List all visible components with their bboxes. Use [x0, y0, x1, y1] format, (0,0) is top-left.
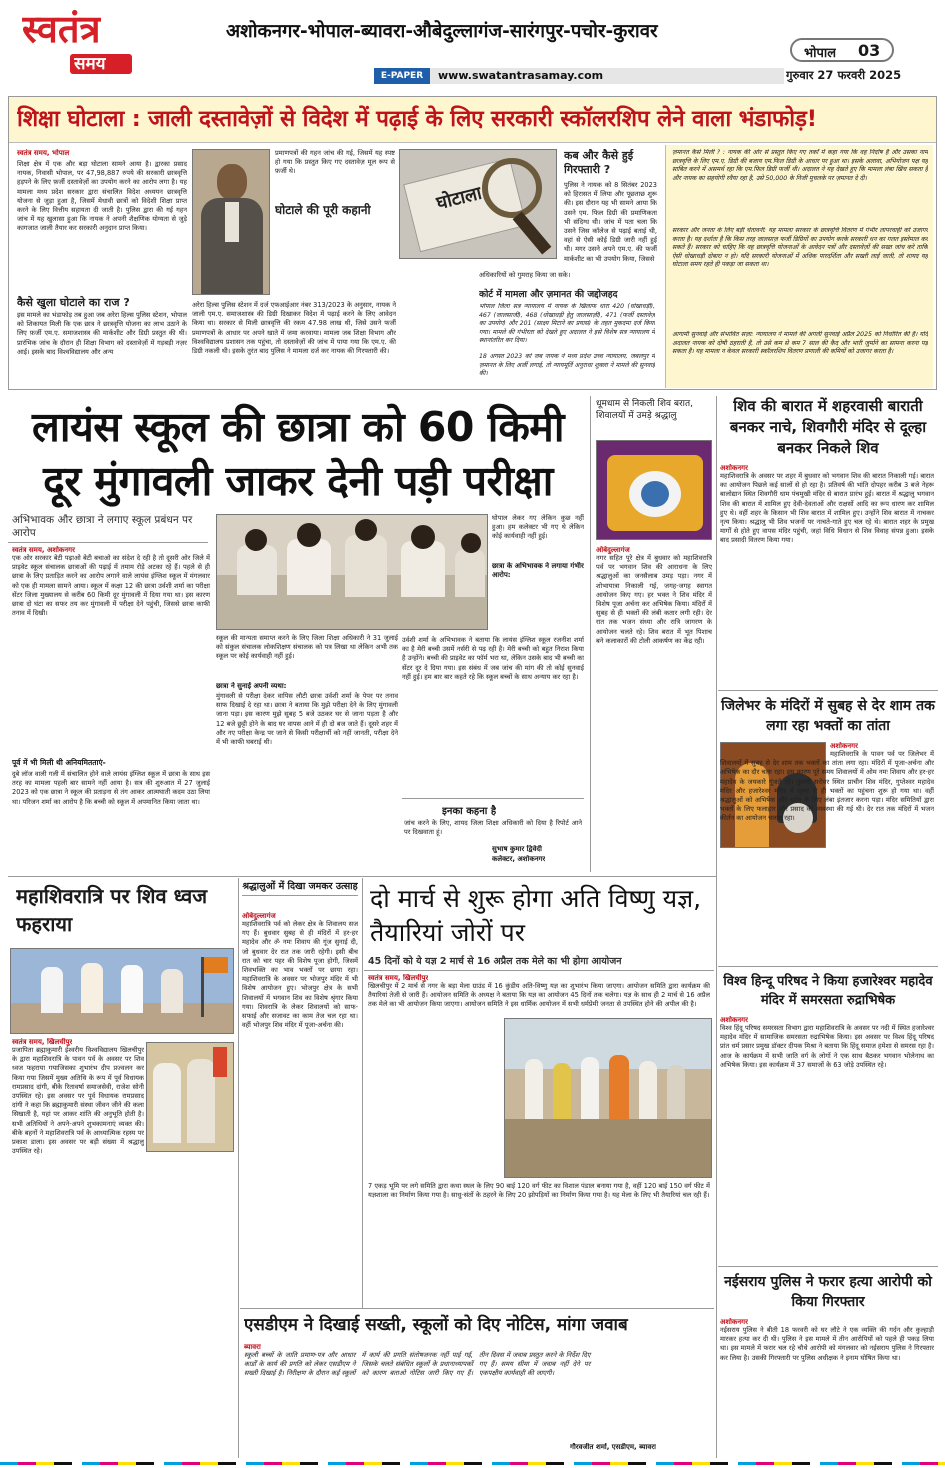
- shiv-barat-story: [594, 396, 714, 874]
- lions-story: [8, 396, 586, 874]
- lead-col4: ज़मानत कैसे मिली ? : नायक की ओर से प्रस्तुत किए गए तर्कों में कहा गया कि वह निर्दोष है और उसका नाम छात्रवृत्ति के लिए एम.ए. डिग्री की बजाय एम.फिल डिग्री के आधार पर हुआ था। इसके अलावा, अभियोजन पक्ष यह साबित करने में असमर्थ रहा कि एम.फिल डिग्री फर्जी थी। अदालत ने यह देखते हुए कि मामला लंबा खिंच सकता है और नायक का सहयोगी रवैया रहा है, उसे 50,000 के निजी मुचलके पर ज़मानत दे दी।: [672, 149, 928, 182]
- yagya-site-photo: [504, 1018, 712, 1178]
- lead-col1: शिक्षा क्षेत्र में एक और बड़ा घोटाला सामने आया है। द्वारका प्रसाद नायक, निवासी भोपाल, पर 47,98,887 रुपये की सरकारी छात्रवृत्ति हड़पने के लिए फ़र्जी दस्तावेज़ों का उपयोग करने का आरोप लगा है। यह मामला मध्य प्रदेश सरकार द्वारा संचालित विदेश अध्ययन छात्रवृत्ति योजना से जुड़ा हुआ है, जिसमें मेधावी छात्रों को विदेशी शिक्षा प्राप्त करने के लिए वित्तीय सहायता दी जाती है। पुलिस द्वारा की गई गहन जांच में यह खुलासा हुआ कि नायक ने अपनी शैक्षणिक योग्यता से जुड़े कागजात जाली तैयार कर सरकारी अनुदान प्राप्त किया।: [17, 160, 187, 233]
- statement-text: जांच करने के लिए, शायद जिला शिक्षा अधिकारी को दिया है रिपोर्ट आने पर दिखवाता हूं।: [404, 819, 582, 837]
- lead-col3: पुलिस ने नायक को 8 सितंबर 2023 को हिरासत में लिया और पूछताछ शुरू की। इस दौरान यह भी सामने आया कि उसने एम. फिल डिग्री की प्रमाणिकता भी संदिग्ध थी। जांच में पता चला कि उसने जिस कॉलेज से पढ़ाई बताई थी, वहां से ऐसी कोई डिग्री जारी नहीं हुई थी। मगर उसने अपने एम.ए. की फर्जी मार्कशीट का भी उपयोग किया, जिससे: [564, 181, 657, 263]
- lead-sub3: कब और कैसे हुई गिरफ्तारी ?: [564, 149, 634, 176]
- vishnu-headline: दो मार्च से शुरू होगा अति विष्णु यज्ञ, तैयारियां जोरों पर: [370, 884, 702, 947]
- page-number: 03: [858, 41, 881, 60]
- lead-sub2: घोटाले की पूरी कहानी: [275, 203, 371, 217]
- epaper-bar: [374, 68, 784, 84]
- temples-dateline: अशोकनगर: [830, 742, 858, 750]
- lead-story: [8, 96, 937, 390]
- sdm-signature: गौरवजीत शर्मा, एसडीएम, ब्यावरा: [570, 1443, 656, 1451]
- masthead-regions: अशोकनगर-भोपाल-ब्यावरा-औबेदुल्लागंज-सारंगपुर-पचोर-कुरावर: [226, 21, 658, 42]
- lead-col3b: अधिकारियों को गुमराह किया जा सके।: [479, 271, 571, 279]
- issue-date: गुरुवार 27 फरवरी 2025: [786, 68, 902, 82]
- lead-headline: शिक्षा घोटाला : जाली दस्तावेज़ों से विदेश में पढ़ाई के लिए सरकारी स्कॉलरशिप लेने वाला भंडाफोड़!: [17, 106, 817, 132]
- lions-sub3: छात्रा के अभिभावक ने लगाया गंभीर आरोप:: [492, 562, 584, 579]
- lead-col3d: 18 अगस्त 2023 को जब नायक ने मध्य प्रदेश उच्च न्यायालय, जबलपुर में ज़मानत के लिए अर्जी लगाई, तो न्यायमूर्ति अनुराधा शुक्ला ने मामले की सुनवाई की।: [479, 353, 655, 378]
- mahashiv-text-cont: [12, 1208, 234, 1454]
- masthead: [0, 0, 945, 92]
- vishnu-yagya-story: [364, 878, 714, 1308]
- exam-hall-photo: [216, 514, 488, 630]
- devotees-photo: [146, 1042, 234, 1152]
- lead-yellow-box: [665, 145, 933, 388]
- mahashiv-dateline: स्वतंत्र समय, खिलचीपुर: [12, 1038, 73, 1046]
- sdm-headline: एसडीएम ने दिखाई सख्ती, स्कूलों को दिए नोटिस, मांगा जवाब: [244, 1315, 628, 1335]
- vhp-text: विश्व हिंदू परिषद समरसता विभाग द्वारा महाशिवरात्रि के अवसर पर नदी में स्थित हजारेश्वर महादेव मंदिर में सामाजिक समरसता रुद्राभिषेक किया। इस अवसर पर विश्व हिंदू परिषद प्रांत धर्म प्रसार प्रमुख डॉक्टर दीपक मिश्रा ने बताया कि हिंदू समाज हमेशा से समरस रहा है। आज के कार्यक्रम में सभी जाति वर्ग के लोगों ने एक साथ बैठकर भगवान भोलेनाथ का अभिषेक किया। इस कार्यक्रम में 37 समाजों के 63 जोड़े उपस्थित रहे।: [720, 1024, 934, 1069]
- accused-photo: [192, 149, 270, 295]
- lions-dateline: स्वतंत्र समय, अशोकनगर: [12, 546, 75, 554]
- lions-col2: स्कूल की मान्यता समाप्त करने के लिए जिला शिक्षा अधिकारी ने 31 जुलाई को संकुल संचालक लोकशिक्षण संचालक को पत्र लिखा था लेकिन अभी तक स्कूल पर कोई कार्यवाही नहीं हुई।: [216, 634, 398, 661]
- scam-photo-label: घोटाला: [434, 182, 484, 215]
- vhp-headline: विश्व हिन्दू परिषद ने किया हजारेश्वर महादेव मंदिर में समरसता रुद्राभिषेक: [723, 974, 933, 1008]
- shiv-barat-text: नगर सहित पूरे क्षेत्र में बुधवार को महाशिवरात्रि पर्व पर भगवान शिव की आराधना के लिए श्रद्धालुओं का जनसैलाब उमड़ पड़ा। नगर में शोभायात्रा निकाली गई, जगह-जगह स्वागत आयोजन किए गए। हर भक्त ने शिव मंदिर में विशेष पूजा अर्चना कर अभिषेक किया। मंदिरों में सुबह से ही भक्तों की लंबी कतार लगी रही। देर रात तक भजन संध्या और रात्रि जागरण के आयोजन चलते रहे। शिव बरात में भूत पिशाच बने कलाकारों की टोली आकर्षण का केंद्र रही।: [596, 554, 712, 645]
- lions-col3b: उर्वशी शर्मा के अभिभावक ने बताया कि लायंस इंग्लिश स्कूल रजनीश शर्मा का है मेरी बच्ची उसमें नर्सरी से पढ़ रही है। मेरी बच्ची को बहुत निराश किया है उन्होंने। बच्ची की प्राइवेट का फॉर्म भरा था, लेकिन उसके बाद भी बच्ची का सेंटर दूर दे दिया गया। इस संबंध में जब जांच की मांग की तो कोई सुनवाई नहीं हुई। हम बार बार कहते रहे कि स्कूल बच्चों के साथ अन्याय कर रहा है।: [402, 636, 584, 681]
- vishnu-text: खिलचीपुर में 2 मार्च से नगर के बड़ा मेला ग्राउंड में 16 कुंडीय अति-विष्णु यज्ञ का शुभारंभ किया जाएगा। आयोजन समिति द्वारा कार्यक्रम की तैयारियां तेजी से जारी हैं। आयोजन समिति के अध्यक्ष ने बताया कि यज्ञ का आयोजन 45 दिनों तक चलेगा। यज्ञ के साथ ही 2 मार्च से 16 अप्रैल तक मेले का भी आयोजन किया जाएगा। आयोजन समिति ने इस धार्मिक आयोजन में सभी धर्मप्रेमी जनता से उपस्थित होने की अपील की है।: [368, 982, 710, 1009]
- lead-col2: प्रमाणपत्रों की गहन जांच की गई, जिसमें यह स्पष्ट हो गया कि प्रस्तुत किए गए दस्तावेज़ मूल रूप से फ़र्जी थे।: [275, 149, 395, 176]
- murder-arrest-dateline: अशोकनगर: [720, 1318, 748, 1326]
- vishnu-kicker: 45 दिनों को ये यज्ञ 2 मार्च से 16 अप्रैल तक मेले का भी होगा आयोजन: [368, 956, 622, 967]
- shiv-headline: शिव की बारात में शहरवासी बाराती बनकर नाचे, शिवगौरी मंदिर से दूल्हा बनकर निकले शिव: [729, 397, 927, 457]
- vishnu-dateline: स्वतंत्र समय, खिलचीपुर: [368, 974, 429, 982]
- lions-sub1: पूर्व में भी मिली थी अनियमितताएं-: [12, 758, 106, 767]
- lead-col1b: इस मामले का भंडाफोड़ तब हुआ जब अरेरा हिल्स पुलिस स्टेशन, भोपाल को शिकायत मिली कि एक छात्र ने छात्रवृत्ति योजना का लाभ उठाने के लिए फ़र्जी एम.ए. समाजशास्त्र की मार्कशीट और डिग्री प्रस्तुत की थी। प्रारंभिक जांच के दौरान ही शिक्षा विभाग को दस्तावेज़ों में गड़बड़ी नज़र आई। इसके बाद विश्वविद्यालय और अन्य: [17, 311, 187, 356]
- vhp-dateline: अशोकनगर: [720, 1016, 748, 1024]
- mahashiv-story: [8, 878, 236, 1458]
- right-column: [718, 396, 938, 1456]
- sdm-dateline: ब्यावरा: [244, 1343, 261, 1351]
- lions-col1: एक ओर सरकार बेटी पढ़ाओ बेटी बचाओ का संदेश दे रही है तो दूसरी ओर जिले में प्राइवेट स्कूल संचालक छात्राओं की पढ़ाई में तमाम रोड़े अटका रहे हैं। पहले से ही छात्रा के लिए प्रताड़ित करने का आरोप लगाने वाले लायंस इंग्लिश स्कूल में मंगलवार को एक ही मामला सामने आया। स्कूल में कक्षा 12 की छात्रा उर्वशी शर्मा का परीक्षा सेंटर जिला मुख्यालय से करीब 60 किमी दूर मुंगावली में दिया गया था। इस कारण छात्रा दो घंटा का सफर तय कर मुंगावली में परीक्षा देने पहुंची, जिससे छात्रा काफी तनाव में दिखी।: [12, 554, 210, 618]
- lead-col4b: सरकार और जनता के लिए बड़ी चेतावनी: यह मामला सरकार के छात्रवृत्ति वितरण में गंभीर लापरवाही को उजागर करता है। यह दर्शाता है कि किस तरह जालसाज़ फर्जी डिग्रियों का उपयोग करके सरकारी धन का गलत इस्तेमाल कर सकते हैं। सरकार को चाहिए कि वह छात्रवृत्ति योजनाओं के आवेदन पत्रों और दस्तावेज़ों की सख्त जांच करे ताकि ऐसी धोखाधड़ी दोबारा न हो। यदि सरकारी योजनाओं में अधिक पारदर्शिता और सख्ती लाई जाती, तो शायद यह घोटाला समय रहते ही पकड़ा जा सकता था।: [672, 227, 928, 269]
- lead-dateline: स्वतंत्र समय, भोपाल: [17, 149, 70, 157]
- statement-designation: कलेक्टर, अशोकनगर: [492, 855, 546, 863]
- lead-sub1: कैसे खुला घोटाले का राज ?: [17, 296, 130, 309]
- masthead-city-box: [790, 38, 894, 62]
- murder-arrest-headline: नईसराय पुलिस ने फरार हत्या आरोपी को किया गिरफ्तार: [724, 1274, 932, 1310]
- logo-line2: समय: [74, 54, 106, 74]
- epaper-label: E-PAPER: [374, 68, 430, 84]
- lions-sub2: छात्रा ने सुनाई अपनी व्यथा:: [216, 682, 287, 690]
- shraddha-text: महाशिवरात्रि पर्व को लेकर क्षेत्र के शिवालय सज गए हैं। बुधवार सुबह से ही मंदिरों में हर-हर महादेव और ॐ नमः शिवाय की गूंज सुनाई दी, जो बुधवार देर रात तक जारी रहेगी। इसी बीच रात को चार पहर की विशेष पूजा होगी, जिसमें शिवभक्ति का भाव भक्तों पर छाया रहा। महाशिवरात्रि के अवसर पर भोजपुर मंदिर में भी विशेष आयोजन हुए। भोजपुर क्षेत्र के सभी शिवालयों में भगवान शिव का विशेष श्रृंगार किया गया। शिवरात्रि के लेकर शिवालयों को साफ-सफाई और सजावट का काम तेज चल रहा था। वहीं भोजपुर शिव मंदिर में पूजा-अर्चना की।: [242, 920, 358, 1030]
- sdm-text: स्कूली बच्चों के जाति प्रमाण-पत्र और आधार कार्डों के कार्य की प्रगति को लेकर एसडीएम ने सख्ती दिखाई है। निरीक्षण के दौरान कई स्कूलों में कार्य की प्रगति संतोषजनक नहीं पाई गई, जिसके चलते संबंधित स्कूलों के प्रधानाध्यापकों को कारण बताओ नोटिस जारी किए गए हैं। तीन दिवस में जवाब प्रस्तुत करने के निर्देश दिए गए हैं। समय सीमा में जवाब नहीं देने पर एकपक्षीय कार्यवाही की जाएगी।: [244, 1351, 591, 1378]
- lions-col1b: दुबे लॉज वाली गली में संचालित होने वाले लायंस इंग्लिश स्कूल में छात्रा के साथ इस तरह का मामला पहली बार सामने नहीं आया है। सत्र की शुरुआत में 27 जुलाई 2023 को एक छात्रा ने स्कूल की प्रताड़ना से तंग आकर आत्मघाती कदम उठा लिया था। परिजन शर्मा का आरोप है कि बच्ची को स्कूल में अपमानित किया जाता था।: [12, 770, 210, 806]
- murder-arrest-text: नईसराय पुलिस ने बीती 18 फरवरी को घर लौटे ने एक व्यक्ति की गर्दन और कुल्हाड़ी मारकर हत्या कर दी थी। पुलिस ने इस मामले में तीन आरोपियों को पहले ही पकड़ लिया था। इस मामले में फरार चल रहे चौथे आरोपी को मंगलवार को नईसराय पुलिस ने गिरफ्तार कर लिया है। उसकी गिरफ्तारी पर पुलिस अधीक्षक ने इनाम घोषित किया था।: [720, 1326, 934, 1362]
- vishnu-text-left: [368, 1018, 502, 1178]
- lions-col3: घोपाल लेकर गए लेकिन कुछ नहीं हुआ। हम कलेक्टर भी गए थे लेकिन कोई कार्यवाही नहीं हुई।: [492, 514, 584, 541]
- shiv-barat-kicker: धूमधाम से निकली शिव बरात, शिवालयों में उमड़े श्रद्धालु: [596, 399, 693, 421]
- shraddha-story: [240, 878, 360, 1308]
- statement-box: [402, 798, 584, 870]
- lions-kicker: अभिभावक और छात्रा ने लगाए स्कूल प्रबंधन पर आरोप: [12, 514, 193, 539]
- scam-illustration: [399, 149, 557, 259]
- statement-title: इनका कहना है: [442, 806, 497, 817]
- mahashiv-text: प्रजापिता ब्रह्माकुमारी ईश्वरीय विश्वविद्यालय खिलचीपुर के द्वारा महाशिवरात्रि के पावन पर्व के अवसर पर शिव ध्वज फहराया गयाजिसका शुभारंभ दीप प्रज्वलन कर किया गया जिसमें मुख्य अतिथि के रूप में पूर्व विधायक रामप्रसाद दांगी, बीके रितावर्षा समाजसेवी, राजेश सोनी उपस्थित रहे। इस अवसर पर पूर्व विधायक रामप्रसाद दांगी ने कहा कि ब्रह्माकुमारी संस्था जीवन जीने की कला सिखाती है, यहां पर आकर शांति की अनुभूति होती है। सभी अतिथियों ने अपने-अपने शुभकामनाएं व्यक्त की। बीके बहनों ने महाशिवरात्रि पर्व के आध्यात्मिक रहस्य पर प्रकाश डाला। इस अवसर पर बड़ी संख्या में श्रद्धालु उपस्थित रहे।: [12, 1046, 144, 1156]
- website-link[interactable]: www.swatantrasamay.com: [438, 69, 604, 82]
- shiv-barat-dateline: ओबेदुल्लागंज: [596, 546, 630, 554]
- lead-headline-band: [9, 97, 937, 143]
- shiv-dateline: अशोकनगर: [720, 464, 748, 472]
- temples-text: महाशिवरात्रि के पावन पर्व पर जिलेभर में शिवालयों में सुबह से देर शाम तक भक्तों का तांता लगा रहा। मंदिरों में पूजा-अर्चना और अभिषेक का दौर चला रहा। इस कारण पूरे समय शिवालयों में ओम नमः शिवाय और हर-हर महादेव के जयकारे गूंजते रहे। तुलसी सरोवर स्थित प्राचीन शिव मंदिर, गुप्तेश्वर महादेव मंदिर और हजारेश्वर मंदिर में सुबह से ही भक्तों का पहुंचना शुरू हो गया था। वहीं श्रद्धालुओं को अभिषेक और दर्शन के लिए लंबा इंतजार करना पड़ा। मंदिर समितियों द्वारा भक्तों के लिए फलाहार और प्रसाद की व्यवस्था की गई थी। देर रात तक मंदिरों में भजन कीर्तन का आयोजन चलता रहा।: [720, 750, 934, 823]
- shraddha-dateline: ओबेदुल्लागंज: [242, 912, 276, 920]
- lions-col2b: मुंगावली से परीक्षा देकर वापिस लौटी छात्रा उर्वशी शर्मा के पेपर पर तनाव साफ दिखाई दे रहा था। छात्रा ने बताया कि मुझे परीक्षा देने के लिए मुंगावली जाना पड़ा। इस कारण मुझे सुबह 5 बजे उठकर घर से जाना पड़ता है और 12 बजे छुट्टी होने के बाद घर वापस आने में ही दो बज जाते हैं। दूसरे शहर में और नए परीक्षा केन्द्र पर जाने से किसी परीक्षार्थी को नहीं जानती, परीक्षा देने में भी काफी घबराई थी।: [216, 692, 398, 747]
- sdm-story: [240, 1308, 714, 1458]
- lead-col3c: भोपाल जिला सत्र न्यायालय में नायक के खिलाफ धारा 420 (धोखाधड़ी), 467 (जालसाजी), 468 (धोखाधड़ी हेतु जालसाज़ी), 471 (फर्जी दस्तावेज़ का उपयोग) और 201 (साक्ष्य मिटाने का प्रयास) के तहत मुकदमा दर्ज किया गया। मामले की गंभीरता को देखते हुए अदालत ने इसे विशेष सत्र न्यायालय में स्थानांतरित कर दिया।: [479, 303, 655, 345]
- logo-line1: स्वतंत्र: [22, 6, 101, 51]
- mahashiv-headline: महाशिवरात्रि पर शिव ध्वज फहराया: [16, 884, 208, 936]
- shiv-text: महाशिवरात्रि के अवसर पर शहर में बुधवार को भगवान शिव की बारात निकाली गई। बारात का आयोजन पिछले कई सालों से हो रहा है। प्रतिवर्ष की भांति दोपहर करीब 3 बजे नेहरू बालोद्यान स्थित शिवगौरी धाम पंचमुखी मंदिर से बारात प्रारंभ हुई। बारात में श्रद्धालु भगवान शिव की बारात में शामिल हुए देवी-देवताओं और राक्षसों आदि का रूप धारण कर शामिल हुए थे। वहीं शहर के किसान भी शिव बारात में शामिल हुए। उन्होंने शिव बारात में नाचकर नृत्य किया। श्रद्धालु भी शिव भजनों पर नाचते-गाते हुए चल रहे थे। बारात शहर के प्रमुख मार्गों से होते हुए वापस मंदिर पहुंची, जहां विधि विधान से शिव विवाह संपन्न हुआ। इसके बाद प्रसादी वितरण किया गया।: [720, 472, 934, 545]
- lead-col2b: अरेरा हिल्स पुलिस स्टेशन में दर्ज एफआईआर नंबर 313/2023 के अनुसार, नायक ने जाली एम.ए. समाजशास्त्र की डिग्री दिखाकर विदेश में पढ़ाई करने के लिए आवेदन किया था। सरकार से मिली छात्रवृत्ति की रकम 47.98 लाख थी, जिसे उसने फर्जी प्रमाणपत्रों के आधार पर अपने खाते में जमा करवाया। मामला जब शिक्षा विभाग और विश्वविद्यालय प्रशासन तक पहुंचा, तो दस्तावेज़ों की जांच में पाया गया कि एम.ए. की डिग्री नकली थी। इसके तुरंत बाद पुलिस ने मामला दर्ज कर नायक की गिरफ्तारी की।: [192, 301, 396, 356]
- shraddha-headline: श्रद्धालुओं में दिखा जमकर उत्साह: [242, 880, 358, 896]
- lead-sub4: कोर्ट में मामला और ज़मानत की जद्दोजहद: [479, 289, 618, 300]
- lead-col4c: आगामी सुनवाई और संभावित सज़ा: न्यायालय ने मामले की अगली सुनवाई अप्रैल 2025 को निर्धारित की है। यदि अदालत नायक को दोषी ठहराती है, तो उसे कम से कम 7 साल की कैद और भारी जुर्माने का सामना करना पड़ सकता है। यह मामला न केवल सरकारी स्कॉलरशिप वितरण प्रणाली की कमियों को उजागर करता है।: [672, 331, 928, 356]
- vishnu-text2: 7 एकड़ भूमि पर लगे समिति द्वारा कथा स्थल के लिए 90 बाई 120 वर्ग फीट का विशाल पंडाल बनाया गया है, वहीं 120 बाई 150 वर्ग फीट में यज्ञशाला का निर्माण किया गया है। साधु-संतों के ठहरने के लिए 20 झोपड़ियों का निर्माण किया गया है। यह मेला के लिए भी तैयारियां चल रही हैं।: [368, 1182, 710, 1200]
- lions-headline: लायंस स्कूल की छात्रा को 60 किमी दूर मुंगावली जाकर देनी पड़ी परीक्षा: [32, 403, 564, 505]
- registration-strip: [0, 1462, 945, 1465]
- flag-hoisting-photo: [10, 948, 234, 1034]
- masthead-logo: [18, 6, 168, 86]
- temples-headline: जिलेभर के मंदिरों में सुबह से देर शाम तक लगा रहा भक्तों का तांता: [721, 698, 935, 734]
- statement-signatory: सुभाष कुमार द्विवेदी: [492, 845, 542, 853]
- shiv-idol-photo: [596, 440, 712, 540]
- masthead-city: भोपाल: [804, 46, 837, 61]
